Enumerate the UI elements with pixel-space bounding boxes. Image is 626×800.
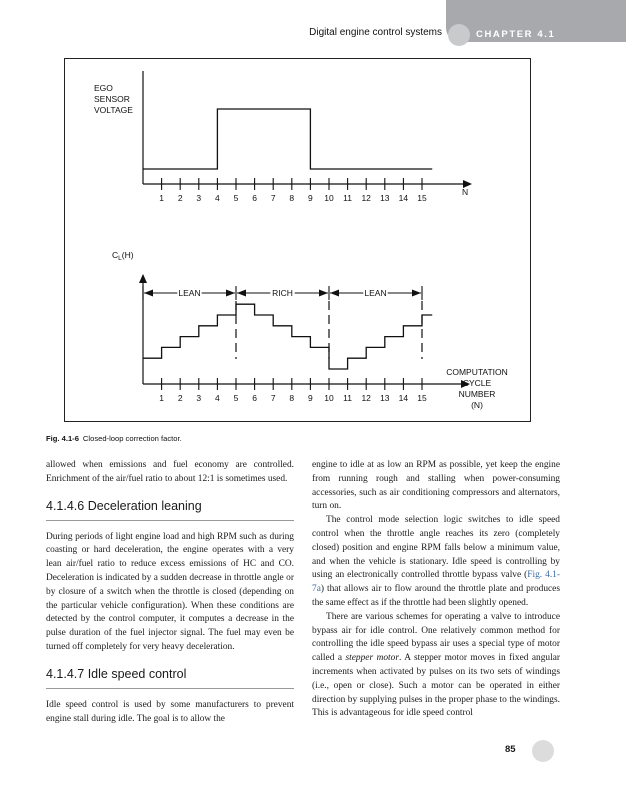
running-title: Digital engine control systems [309, 27, 442, 38]
cl-tick-label-9: 9 [308, 393, 313, 403]
cl-tick-label-3: 3 [196, 393, 202, 403]
cl-ylabel-sub: L [118, 255, 122, 262]
ego-tick-label-4: 4 [215, 193, 220, 203]
ego-x-ticks [159, 178, 427, 203]
cl-xlabel-line-2: CYCLE [462, 378, 492, 388]
cl-tick-label-11: 11 [343, 393, 353, 403]
ego-tick-label-9: 9 [308, 193, 313, 203]
ego-xlabel: N [462, 187, 469, 197]
ego-ylabel-line-1: EGO [94, 83, 113, 93]
left-paragraph-1: allowed when emissions and fuel economy are controlled. Enrichment of the air/fuel ratio to about 12:1 is sometimes used. [46, 460, 294, 484]
left-paragraph-2: During periods of light engine load and high RPM such as during coasting or hard deceleration, the engine operates with a very lean air/fuel ratio to reduce excess emissions of HC and CO. Deceleration is indicated by a sudden decrease in throttle angle or by closure of a switch when the throttle is closed (depending on the particular vehicle configuration). When these conditions are detected by the control computer, it computes a decrease in the pulse duration of the fuel injector signal. The fuel may even be turned off completely for very heavy deceleration. [46, 531, 294, 652]
cl-x-ticks [159, 378, 427, 403]
ego-tick-label-1: 1 [159, 193, 164, 203]
ego-tick-label-15: 15 [417, 193, 427, 203]
cl-tick-label-10: 10 [324, 393, 334, 403]
cl-tick-label-12: 12 [361, 393, 371, 403]
cl-tick-label-6: 6 [252, 393, 257, 403]
region-arrowhead-right [319, 290, 328, 297]
ego-tick-label-2: 2 [177, 193, 183, 203]
chapter-label: CHAPTER 4.1 [476, 29, 556, 40]
cl-tick-label-1: 1 [159, 393, 164, 403]
cl-tick-label-4: 4 [215, 393, 220, 403]
ego-tick-label-13: 13 [380, 193, 390, 203]
figure-label: Fig. 4.1-6 [46, 434, 79, 443]
right-paragraph-3 [312, 611, 560, 721]
figure-caption-text: Closed-loop correction factor. [82, 434, 182, 443]
cl-tick-label-2: 2 [177, 393, 183, 403]
ego-tick-label-3: 3 [196, 193, 202, 203]
cl-xlabel-line-1: COMPUTATION [446, 367, 508, 377]
right-paragraph-3-a: There are various schemes for operating a valve to introduce bypass air for idle control. One relatively common method for controlling the idle speed bypass air uses a special type of motor called a [312, 611, 560, 664]
right-paragraph-3-emphasis: stepper motor [345, 653, 399, 664]
cl-tick-label-13: 13 [380, 393, 390, 403]
cl-ylabel-main: C [112, 250, 119, 260]
ego-ylabel-line-2: SENSOR [94, 94, 130, 104]
page-number-circle [532, 740, 554, 762]
cl-ylabel-suffix: (H) [121, 250, 134, 260]
section-heading-deceleration: 4.1.4.6 Deceleration leaning [46, 498, 294, 521]
region-label-lean-0: LEAN [178, 288, 201, 298]
right-column [312, 459, 560, 721]
page-number: 85 [505, 744, 516, 755]
cl-xlabel-line-3: NUMBER [458, 389, 496, 399]
ego-voltage-series [143, 109, 432, 169]
cl-ylabel [112, 250, 134, 262]
ego-tick-label-8: 8 [289, 193, 295, 203]
cl-tick-label-7: 7 [270, 393, 276, 403]
region-arrowhead-left [330, 290, 339, 297]
cl-tick-label-14: 14 [398, 393, 409, 403]
ego-tick-label-12: 12 [361, 193, 371, 203]
region-arrowhead-left [237, 290, 246, 297]
left-paragraph-3: Idle speed control is used by some manufacturers to prevent engine stall during idle. The goal is to allow the [46, 699, 294, 724]
cl-tick-label-15: 15 [417, 393, 427, 403]
cl-tick-label-5: 5 [233, 393, 239, 403]
ego-tick-label-11: 11 [343, 193, 353, 203]
cl-y-axis-arrow [139, 274, 147, 283]
left-column [46, 459, 294, 726]
cl-tick-label-8: 8 [289, 393, 295, 403]
ego-tick-label-10: 10 [324, 193, 334, 203]
figure-reference-link[interactable]: Fig. 4.1-7a [312, 570, 560, 595]
region-arrowhead-right [412, 290, 421, 297]
region-label-lean-2: LEAN [364, 288, 387, 298]
figure-frame [64, 58, 531, 422]
cl-xlabel-line-4: (N) [471, 400, 483, 410]
region-arrowhead-left [144, 290, 153, 297]
cl-correction-series [143, 304, 432, 369]
figure-plots [65, 59, 532, 423]
ego-tick-label-7: 7 [270, 193, 276, 203]
right-paragraph-2-a: The control mode selection logic switches to idle speed control when the throttle angle reaches its zero (completely closed) position and engine RPM falls below a minimum value, and when the vehicle is stationary. Idle speed is controlling by using an electronically controlled throttle bypass valve ( [312, 515, 560, 581]
ego-tick-label-14: 14 [398, 193, 409, 203]
section-heading-idle-speed: 4.1.4.7 Idle speed control [46, 666, 294, 689]
ego-tick-label-5: 5 [233, 193, 239, 203]
right-paragraph-2-b: ) that allows air to flow around the throttle plate and produces the same effect as if the throttle had been slightly opened. [312, 584, 560, 608]
chapter-tab-circle [448, 24, 470, 46]
right-paragraph-3-b: . A stepper motor moves in fixed angular increments when activated by pulses on its two sets of windings (i.e., open or close). Such a motor can be operated in either direction by supplying pulses in the proper phase to the windings. This is advantageous for idle speed control [312, 653, 561, 719]
ego-tick-label-6: 6 [252, 193, 257, 203]
figure-caption [46, 434, 182, 443]
ego-ylabel-line-3: VOLTAGE [94, 105, 133, 115]
region-label-rich-1: RICH [272, 288, 293, 298]
right-paragraph-2 [312, 514, 560, 611]
right-paragraph-1: engine to idle at as low an RPM as possible, yet keep the engine from running rough and stalling when power-consuming accessories, such as air conditioning compressors and alternators, turn on. [312, 460, 560, 512]
region-arrowhead-right [226, 290, 235, 297]
